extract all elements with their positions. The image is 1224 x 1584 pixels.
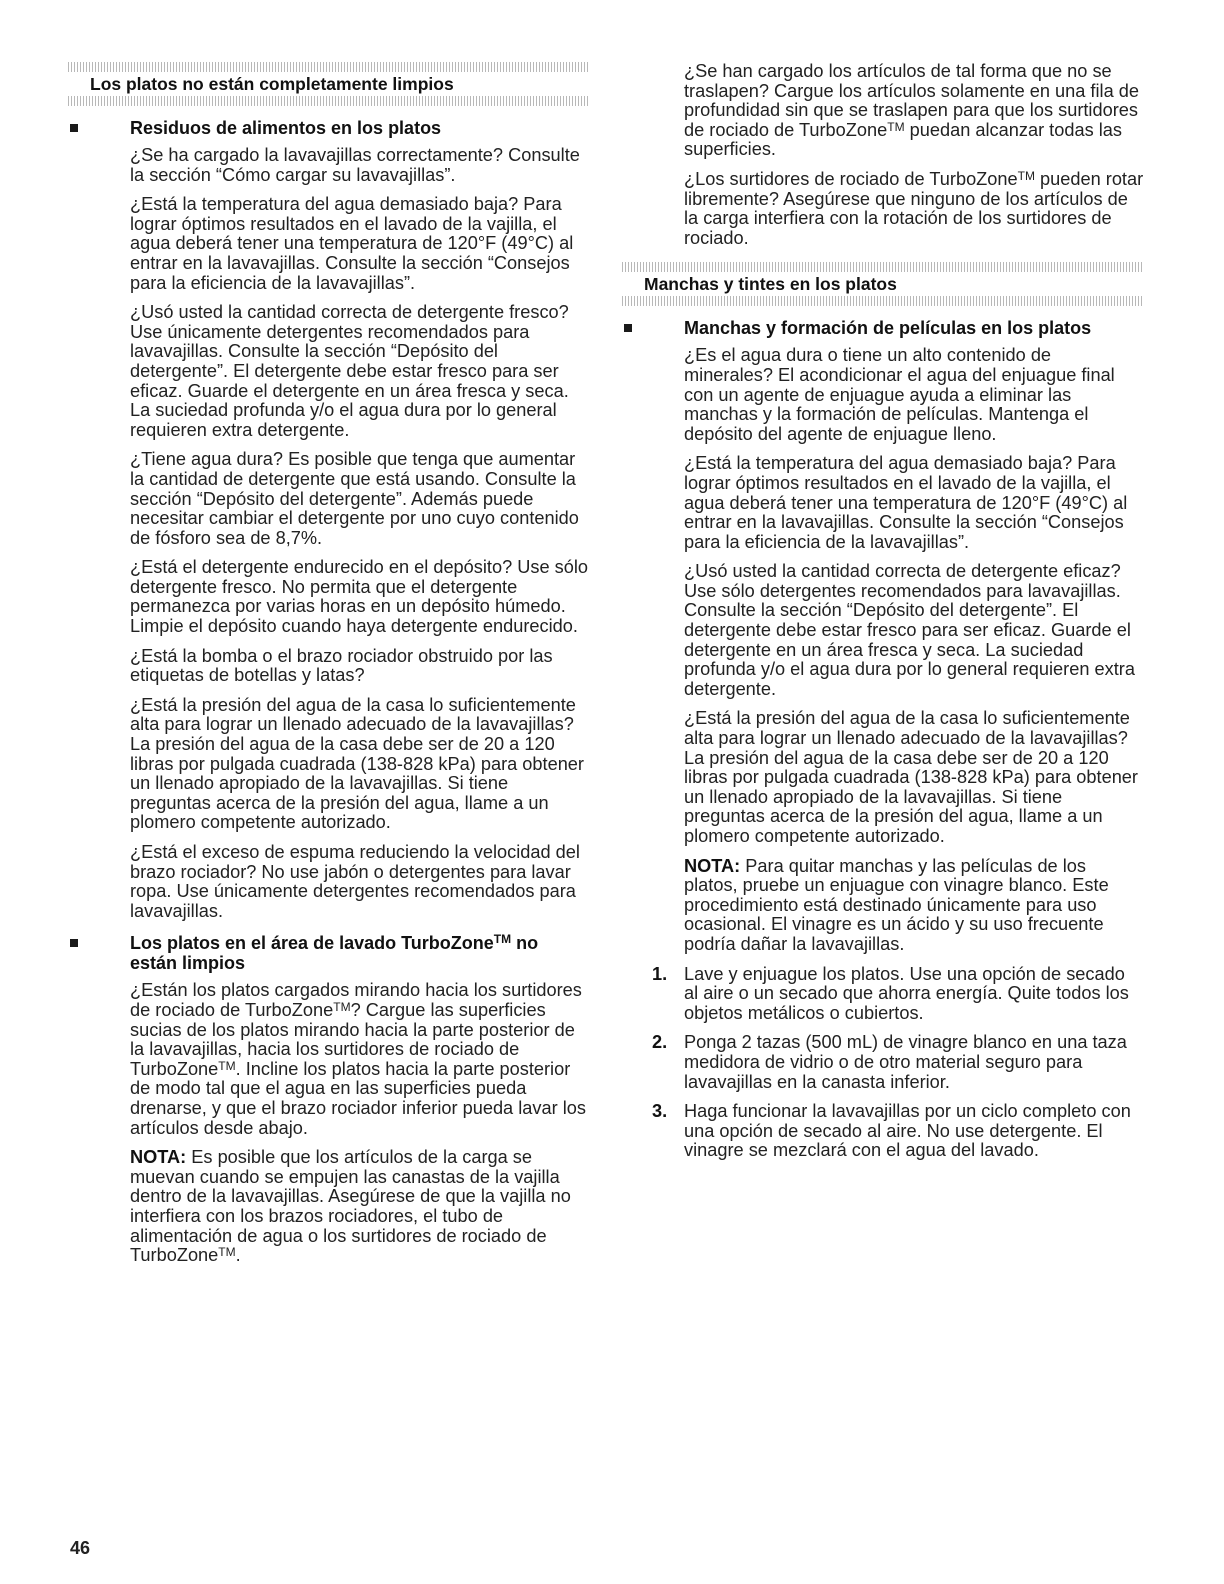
step-number: 3. — [652, 1101, 668, 1122]
section-rule-bottom — [622, 296, 1144, 306]
paragraph: ¿Los surtidores de rociado de TurboZone™ pueden rotar libremente? Asegúrese que ninguno de los artículos de la carga interfiera con la rotación de los surtidores de rociado. — [684, 168, 1144, 248]
step-text: Lave y enjuague los platos. Use una opción de secado al aire o un secado que ahorra energía. Quite todos los objetos metálicos o cubiertos. — [684, 963, 1129, 1023]
bullet-manchas — [622, 318, 1144, 338]
bullet-title-part: no están limpios — [130, 933, 539, 974]
step-item — [652, 1102, 1144, 1161]
paragraph: ¿Está la bomba o el brazo rociador obstruido por las etiquetas de botellas y latas? — [130, 645, 553, 686]
trademark-mark: TM — [493, 932, 512, 947]
brand-name: TurboZone — [130, 1058, 219, 1079]
paragraph: ¿Se ha cargado la lavavajillas correctamente? Consulte la sección “Cómo cargar su lavavajillas”. — [130, 145, 580, 185]
paragraph: ¿Usó usted la cantidad correcta de detergente fresco? Use únicamente detergentes recomendados para lavavajillas. Consulte la sección “Depósito del detergente”. El detergente debe estar fresco para ser eficaz. Guarde el detergente en un área fresca y seca. La suciedad profunda y/o el agua dura por lo general requieren extra detergente. — [130, 302, 569, 440]
paragraph: ¿Está el detergente endurecido en el depósito? Use sólo detergente fresco. No permita que el detergente permanezca por varias horas en un depósito húmedo. Limpie el depósito cuando haya detergente endurecido. — [130, 557, 589, 637]
step-number: 1. — [652, 963, 668, 984]
trademark-mark: TM — [218, 1058, 236, 1073]
page-number: 46 — [70, 1538, 91, 1558]
nota-label: NOTA: — [130, 1147, 187, 1168]
paragraph: ¿Está la temperatura del agua demasiado baja? Para lograr óptimos resultados en el lavado de la vajilla, el agua deberá tener una temperatura de 120°F (49°C) al entrar en la lavavajillas. Consulte la sección “Consejos para la eficiencia de la lavavajillas”. — [684, 453, 1128, 552]
paragraph: ¿Usó usted la cantidad correcta de detergente eficaz? Use sólo detergentes recomendados para lavavajillas. Consulte la sección “Depósito del detergente”. El detergente debe estar fresco para ser eficaz. Guarde el detergente en un área fresca y seca. La suciedad profunda y/o el agua dura por lo general requieren extra detergente. — [684, 561, 1135, 699]
section-rule-top — [622, 262, 1144, 272]
section-title-manchas: Manchas y tintes en los platos — [644, 274, 897, 295]
section-rule-top — [68, 62, 590, 72]
bullet-title-part: Los platos en el área de lavado — [130, 933, 402, 954]
step-text: Ponga 2 tazas (500 mL) de vinagre blanco en una taza medidora de vidrio o de otro material seguro para lavavajillas en la canasta inferior. — [684, 1032, 1127, 1092]
bullet-residuos — [68, 118, 590, 138]
paragraph: ¿Se han cargado los artículos de tal forma que no se traslapen? Cargue los artículos solamente en una fila de profundidad sin que se traslapen para que los surtidores de rociado de TurboZone™ puedan alcanzar todas las superficies. — [684, 61, 1139, 160]
trademark-mark: TM — [333, 999, 351, 1014]
bullet-square-icon — [70, 124, 78, 132]
brand-name: TurboZone — [798, 119, 888, 140]
trademark-mark: TM — [218, 1245, 236, 1260]
brand-name: TurboZone — [401, 933, 494, 954]
paragraph: ¿Está la temperatura del agua demasiado baja? Para lograr óptimos resultados en el lavado de la vajilla, el agua deberá tener una temperatura de 120°F (49°C) al entrar en la lavavajillas. Consulte la sección “Consejos para la eficiencia de la lavavajillas”. — [130, 194, 574, 293]
left-column — [68, 62, 590, 1276]
vinegar-steps-list — [652, 965, 1144, 1161]
brand-name: TurboZone — [929, 168, 1018, 189]
step-text: Haga funcionar la lavavajillas por un ciclo completo con una opción de secado al aire. No use detergente. El vinagre se mezclará con el agua del lavado. — [684, 1101, 1131, 1161]
nota-label: NOTA: — [684, 855, 741, 876]
bullet-title: Residuos de alimentos en los platos — [130, 118, 442, 138]
trademark-mark: TM — [887, 119, 905, 134]
bullet-turbozone — [68, 933, 590, 973]
paragraph: ¿Tiene agua dura? Es posible que tenga que aumentar la cantidad de detergente que está usando. Consulte la sección “Depósito del detergente”. Además puede necesitar cambiar el detergente por uno cuyo contenido de fósforo sea de 8,7%. — [130, 449, 579, 548]
paragraph: ¿Es el agua dura o tiene un alto contenido de minerales? El acondicionar el agua del enjuague final con un agente de enjuague ayuda a eliminar las manchas y la formación de películas. Mantenga el depósito del agente de enjuague lleno. — [684, 345, 1115, 444]
right-column — [622, 62, 1144, 1171]
bullet-title: Manchas y formación de películas en los platos — [684, 318, 1092, 339]
paragraph: ¿Está el exceso de espuma reduciendo la velocidad del brazo rociador? No use jabón o detergentes para lavar ropa. Use únicamente detergentes recomendados para lavavajillas. — [130, 842, 580, 921]
nota-paragraph: NOTA: Para quitar manchas y las películas de los platos, pruebe un enjuague con vinagre blanco. Este procedimiento está destinado únicamente para uso ocasional. El vinagre es un ácido y su uso frecuente podría dañar la lavavajillas. — [684, 855, 1109, 954]
trademark-mark: TM — [1017, 168, 1035, 183]
step-item — [652, 1033, 1144, 1092]
paragraph: ¿Está la presión del agua de la casa lo suficientemente alta para lograr un llenado adecuado de la lavavajillas? La presión del agua de la casa debe ser de 20 a 120 libras por pulgada cuadrada (138-828 kPa) para obtener un llenado apropiado de la lavavajillas. Si tiene preguntas acerca de la presión del agua, llame a un plomero competente autorizado. — [130, 694, 584, 833]
bullet-square-icon — [70, 939, 78, 947]
bullet-square-icon — [624, 324, 632, 332]
nota-paragraph: NOTA: Es posible que los artículos de la carga se muevan cuando se empujen las canastas de la vajilla dentro de la lavavajillas. Asegúrese de que la vajilla no interfiera con los brazos rociadores, el tubo de alimentación de agua o los surtidores de rociado de TurboZone™. — [130, 1147, 571, 1266]
paragraph: ¿Están los platos cargados mirando hacia los surtidores de rociado de TurboZone™? Cargue las superficies sucias de los platos mirando hacia la parte posterior de la lavavajillas, hacia los surtidores de rociado de TurboZone™. Incline los platos hacia la parte posterior de modo tal que el agua en las superficies pueda drenarse, y que el brazo rociador inferior pueda lavar los artículos desde abajo. — [130, 980, 586, 1138]
paragraph: ¿Está la presión del agua de la casa lo suficientemente alta para lograr un llenado adecuado de la lavavajillas? La presión del agua de la casa debe ser de 20 a 120 libras por pulgada cuadrada (138-828 kPa) para obtener un llenado apropiado de la lavavajillas. Si tiene preguntas acerca de la presión del agua, llame a un plomero competente autorizado. — [684, 708, 1138, 846]
step-number: 2. — [652, 1032, 668, 1053]
brand-name: TurboZone — [244, 999, 334, 1020]
brand-name: TurboZone — [130, 1245, 219, 1266]
section-title-platos-no-limpios: Los platos no están completamente limpios — [90, 74, 454, 94]
section-rule-bottom — [68, 96, 590, 106]
step-item — [652, 965, 1144, 1024]
